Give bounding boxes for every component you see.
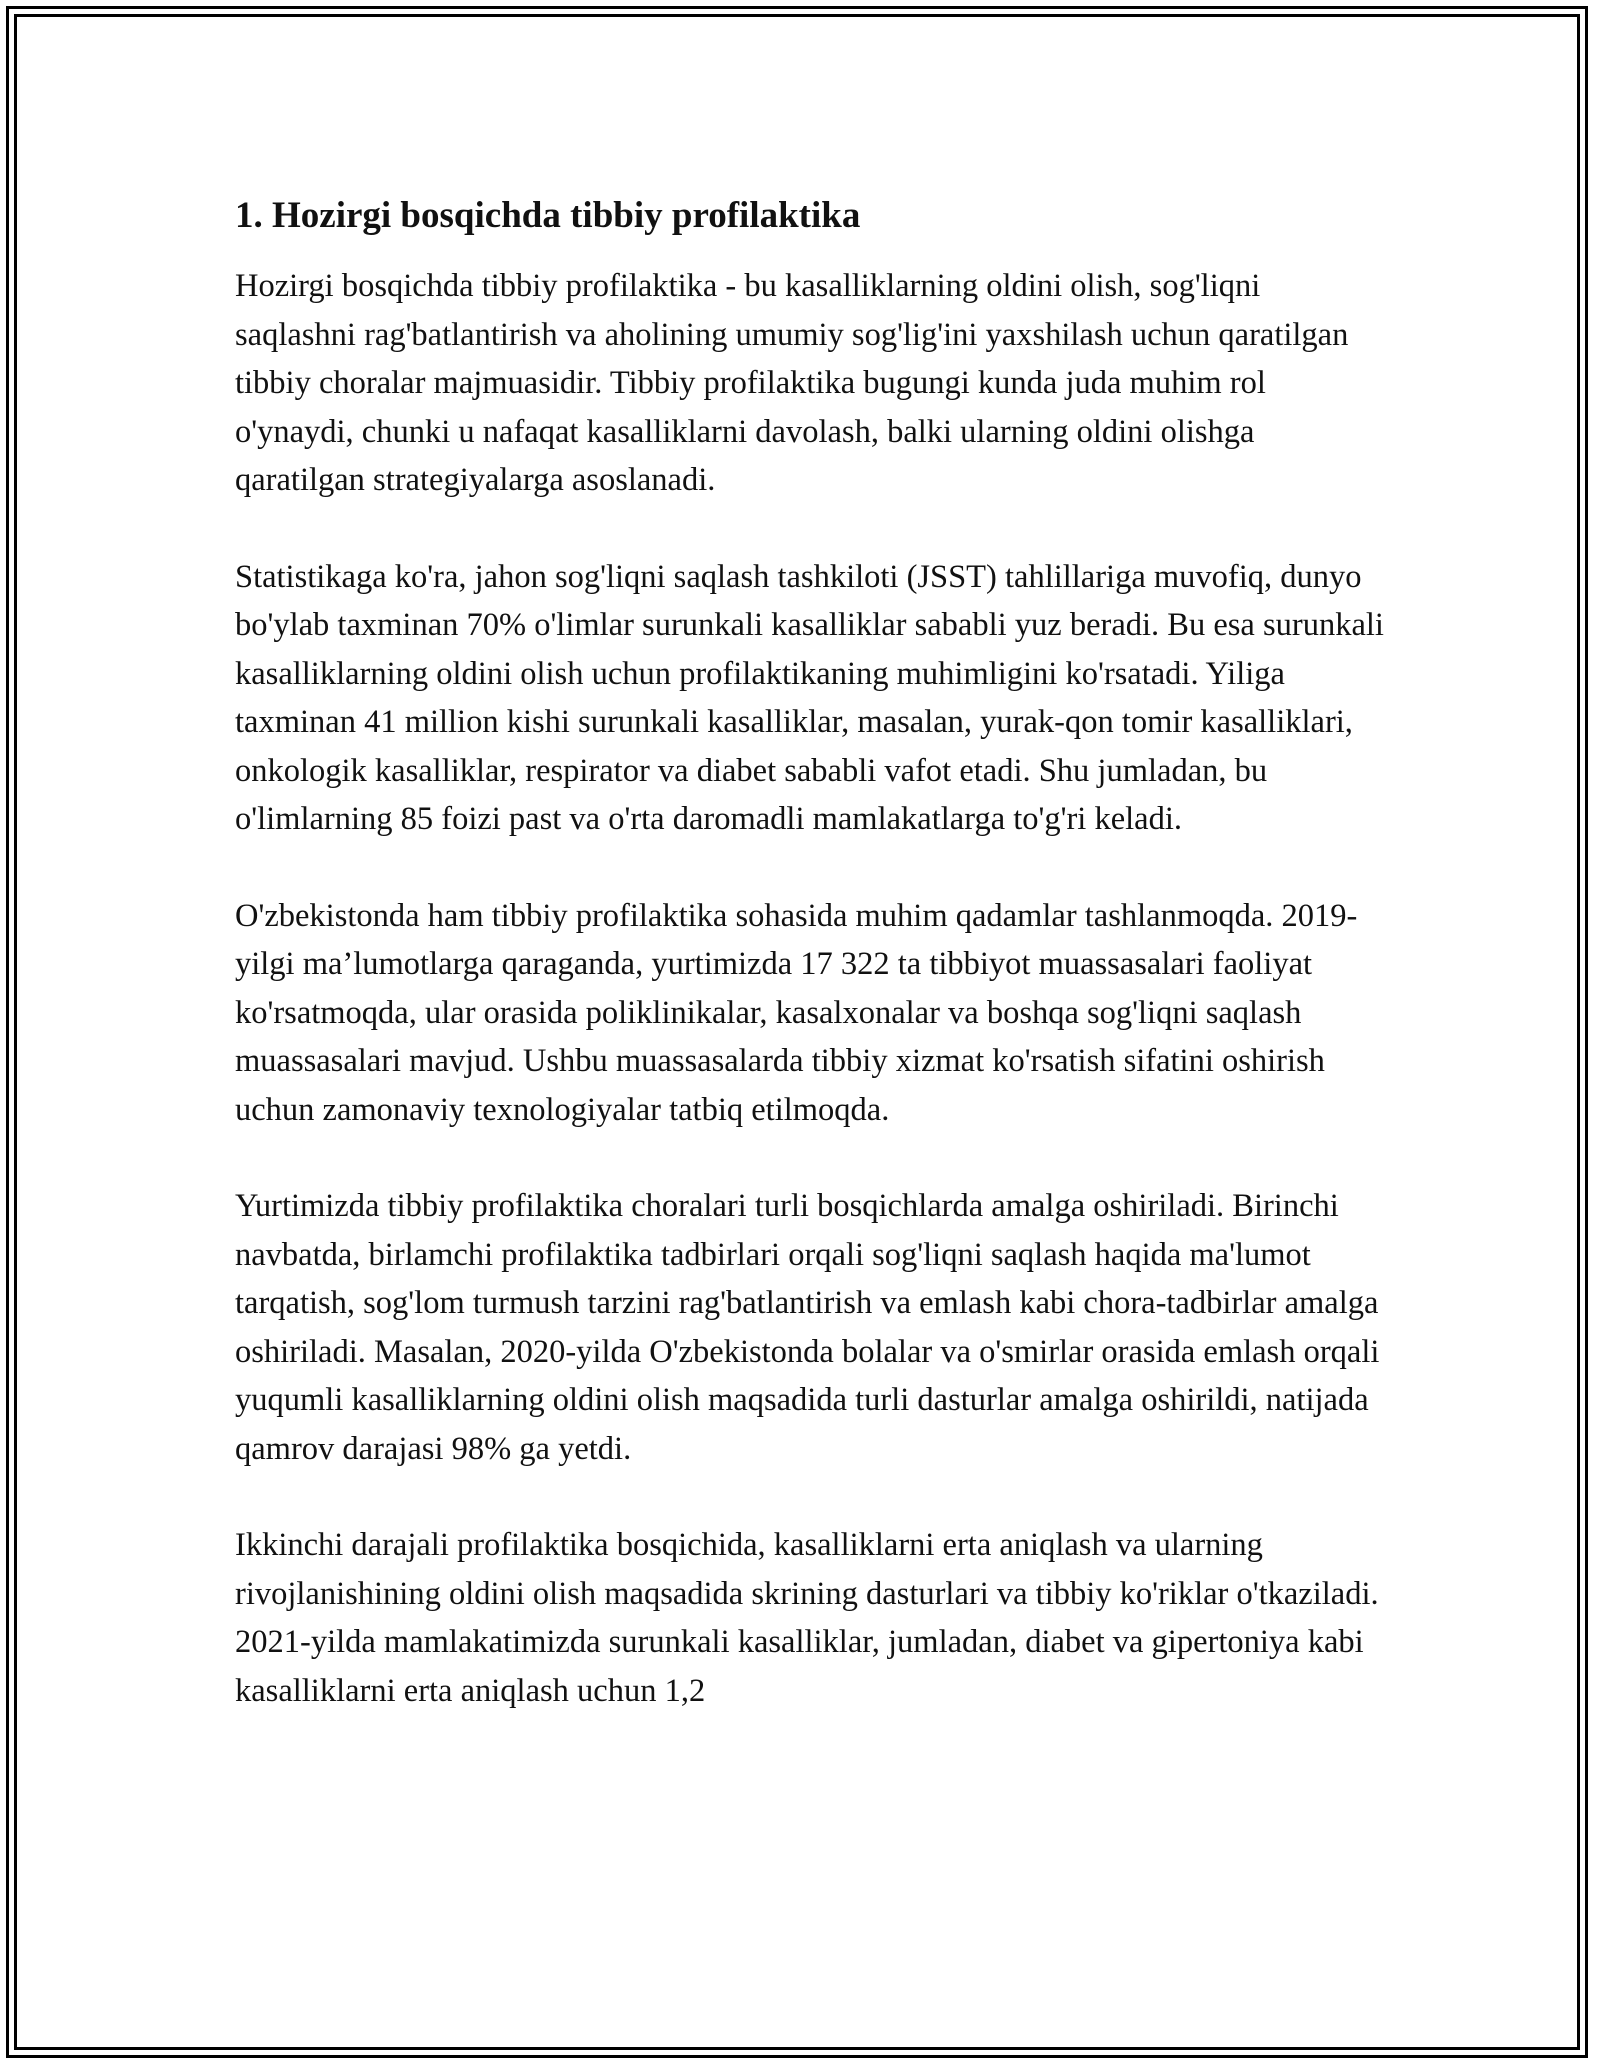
section-heading: 1. Hozirgi bosqichda tibbiy profilaktika — [235, 195, 861, 236]
paragraph-3: O'zbekistonda ham tibbiy profilaktika sohasida muhim qadamlar tashlanmoqda. 2019-yilgi ma’lumotlarga qaraganda, yurtimizda 17 322 ta tibbiyot muassasalari faoliyat ko'rsatmoqda, ular orasida poliklinikalar, kasalxonalar va boshqa sog'liqni saqlash muassasalari mavjud. Ushbu muassasalarda tibbiy xizmat ko'rsatish sifatini oshirish uchun zamonaviy texnologiyalar tatbiq etilmoqda. — [235, 897, 1358, 1128]
document-body — [235, 180, 1385, 1763]
paragraph-4: Yurtimizda tibbiy profilaktika choralari turli bosqichlarda amalga oshiriladi. Birinchi navbatda, birlamchi profilaktika tadbirlari orqali sog'liqni saqlash haqida ma'lumot tarqatish, sog'lom turmush tarzini rag'batlantirish va emlash kabi chora-tadbirlar amalga oshiriladi. Masalan, 2020-yilda O'zbekistonda bolalar va o'smirlar orasida emlash orqali yuqumli kasalliklarning oldini olish maqsadida turli dasturlar amalga oshirildi, natijada qamrov darajasi 98% ga yetdi. — [235, 1188, 1380, 1467]
paragraph-2: Statistikaga ko'ra, jahon sog'liqni saqlash tashkiloti (JSST) tahlillariga muvofiq, dunyo bo'ylab taxminan 70% o'limlar surunkali kasalliklar sababli yuz beradi. Bu esa surunkali kasalliklarning oldini olish uchun profilaktikaning muhimligini ko'rsatadi. Yiliga taxminan 41 million kishi surunkali kasalliklar, masalan, yurak-qon tomir kasalliklari, onkologik kasalliklar, respirator va diabet sababli vafot etadi. Shu jumladan, bu o'limlarning 85 foizi past va o'rta daromadli mamlakatlarga to'g'ri keladi. — [235, 558, 1384, 838]
paragraph-5: Ikkinchi darajali profilaktika bosqichida, kasalliklarni erta aniqlash va ularning rivojlanishining oldini olish maqsadida skrining dasturlari va tibbiy ko'riklar o'tkaziladi. 2021-yilda mamlakatimizda surunkali kasalliklar, jumladan, diabet va gipertoniya kabi kasalliklarni erta aniqlash uchun 1,2 — [235, 1527, 1379, 1709]
paragraph-1: Hozirgi bosqichda tibbiy profilaktika - bu kasalliklarning oldini olish, sog'liqni saqlashni rag'batlantirish va aholining umumiy sog'lig'ini yaxshilash uchun qaratilgan tibbiy choralar majmuasidir. Tibbiy profilaktika bugungi kunda juda muhim rol o'ynaydi, chunki u nafaqat kasalliklarni davolash, balki ularning oldini olishga qaratilgan strategiyalarga asoslanadi. — [235, 268, 1349, 499]
